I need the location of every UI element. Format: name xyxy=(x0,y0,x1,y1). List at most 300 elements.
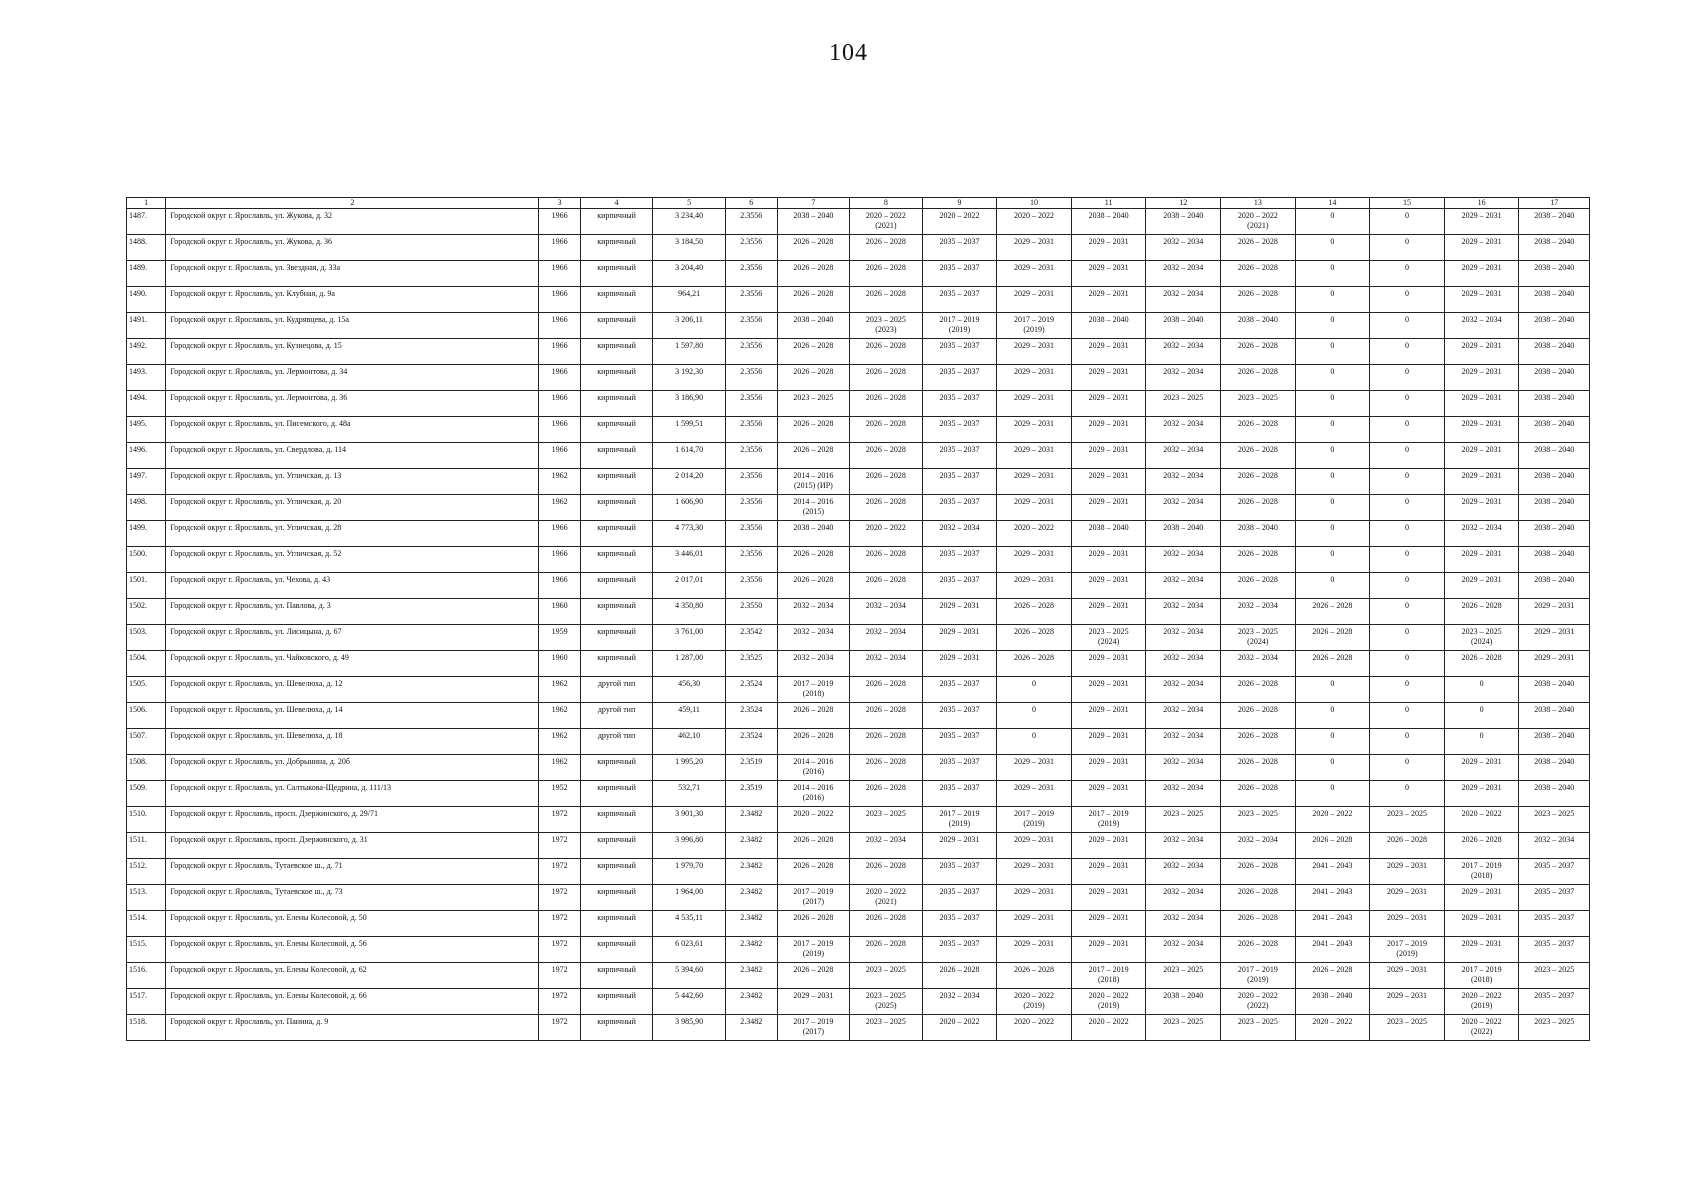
col-10-cell: 2029 – 2031 xyxy=(997,495,1072,521)
address-cell: Городской округ г. Ярославль, просп. Дзержинского, д. 31 xyxy=(166,833,539,859)
table-row xyxy=(127,911,1590,937)
col-15-cell: 2023 – 2025 xyxy=(1370,807,1445,833)
col-17-cell: 2038 – 2040 xyxy=(1519,703,1590,729)
cell-line: 2023 – 2025 xyxy=(1461,627,1502,636)
year-built-cell: 1962 xyxy=(539,703,580,729)
year-built-cell: 1966 xyxy=(539,391,580,417)
col-12-cell: 2032 – 2034 xyxy=(1146,885,1221,911)
wall-material-cell: другой тип xyxy=(580,677,653,703)
col-17-cell: 2038 – 2040 xyxy=(1519,781,1590,807)
wall-material-cell: кирпичный xyxy=(580,599,653,625)
col-16-cell xyxy=(1444,989,1519,1015)
wall-material-cell: кирпичный xyxy=(580,911,653,937)
col-13-cell: 2026 – 2028 xyxy=(1221,235,1296,261)
row-number-cell: 1509. xyxy=(127,781,166,807)
col-12-cell: 2032 – 2034 xyxy=(1146,417,1221,443)
col-17-cell: 2038 – 2040 xyxy=(1519,339,1590,365)
col-10-cell: 2029 – 2031 xyxy=(997,261,1072,287)
cell-line: 2017 – 2019 xyxy=(1461,861,1502,870)
area-cell: 6 023,61 xyxy=(653,937,726,963)
col-12-cell: 2038 – 2040 xyxy=(1146,209,1221,235)
col-9-cell: 2035 – 2037 xyxy=(922,859,997,885)
cell-line: 2014 – 2016 xyxy=(793,497,834,506)
col-12-cell: 2038 – 2040 xyxy=(1146,313,1221,339)
col-16-cell: 2029 – 2031 xyxy=(1444,209,1519,235)
row-number-cell: 1497. xyxy=(127,469,166,495)
page-number: 104 xyxy=(829,40,868,66)
row-number-cell: 1499. xyxy=(127,521,166,547)
col-13-cell: 2038 – 2040 xyxy=(1221,521,1296,547)
row-number-cell: 1488. xyxy=(127,235,166,261)
cell-line: (2015) xyxy=(802,507,825,516)
wall-material-cell: кирпичный xyxy=(580,807,653,833)
row-number-cell: 1489. xyxy=(127,261,166,287)
col-7-cell: 2038 – 2040 xyxy=(777,209,850,235)
row-number-cell: 1498. xyxy=(127,495,166,521)
rate-cell: 2.3556 xyxy=(725,235,777,261)
area-cell: 532,71 xyxy=(653,781,726,807)
cell-line: (2017) xyxy=(802,1027,825,1036)
table-row xyxy=(127,625,1590,651)
cell-line: 2017 – 2019 xyxy=(1237,965,1278,974)
col-12-cell: 2023 – 2025 xyxy=(1146,1015,1221,1041)
col-10-cell: 2029 – 2031 xyxy=(997,859,1072,885)
table-row xyxy=(127,339,1590,365)
col-9-cell: 2035 – 2037 xyxy=(922,391,997,417)
table-row xyxy=(127,885,1590,911)
col-7-cell: 2026 – 2028 xyxy=(777,443,850,469)
col-9-cell: 2035 – 2037 xyxy=(922,729,997,755)
col-12-cell: 2032 – 2034 xyxy=(1146,651,1221,677)
rate-cell: 2.3482 xyxy=(725,807,777,833)
col-14-cell: 0 xyxy=(1295,547,1370,573)
col-17-cell: 2029 – 2031 xyxy=(1519,625,1590,651)
col-14-cell: 2041 – 2043 xyxy=(1295,859,1370,885)
area-cell: 4 535,11 xyxy=(653,911,726,937)
col-11-cell: 2029 – 2031 xyxy=(1071,547,1146,573)
cell-line: (2019) xyxy=(1097,1001,1120,1010)
rate-cell: 2.3482 xyxy=(725,859,777,885)
table-row xyxy=(127,937,1590,963)
col-16-cell: 2029 – 2031 xyxy=(1444,261,1519,287)
col-9-cell: 2035 – 2037 xyxy=(922,937,997,963)
cell-line: (2019) xyxy=(948,819,971,828)
col-14-cell: 0 xyxy=(1295,729,1370,755)
address-cell: Городской округ г. Ярославль, ул. Звездная, д. 33а xyxy=(166,261,539,287)
col-9-cell: 2032 – 2034 xyxy=(922,521,997,547)
col-16-cell: 2029 – 2031 xyxy=(1444,391,1519,417)
col-7-cell: 2026 – 2028 xyxy=(777,859,850,885)
address-cell: Городской округ г. Ярославль, ул. Павлова, д. 3 xyxy=(166,599,539,625)
col-12-cell: 2032 – 2034 xyxy=(1146,339,1221,365)
row-number-cell: 1493. xyxy=(127,365,166,391)
rate-cell: 2.3556 xyxy=(725,391,777,417)
col-14-cell: 2041 – 2043 xyxy=(1295,911,1370,937)
rate-cell: 2.3556 xyxy=(725,313,777,339)
col-7-cell: 2032 – 2034 xyxy=(777,651,850,677)
table-row xyxy=(127,859,1590,885)
col-12-cell: 2032 – 2034 xyxy=(1146,469,1221,495)
cell-line: (2019) xyxy=(1097,819,1120,828)
col-10-cell: 2029 – 2031 xyxy=(997,573,1072,599)
table-row xyxy=(127,755,1590,781)
row-number-cell: 1513. xyxy=(127,885,166,911)
col-13-cell: 2032 – 2034 xyxy=(1221,833,1296,859)
col-14-cell: 0 xyxy=(1295,339,1370,365)
col-17-cell: 2023 – 2025 xyxy=(1519,807,1590,833)
cell-line: 2020 – 2022 xyxy=(1014,991,1055,1000)
col-17-cell: 2023 – 2025 xyxy=(1519,1015,1590,1041)
area-cell: 3 186,90 xyxy=(653,391,726,417)
address-cell: Городской округ г. Ярославль, ул. Клубная, д. 9а xyxy=(166,287,539,313)
year-built-cell: 1972 xyxy=(539,911,580,937)
table-row xyxy=(127,729,1590,755)
row-number-cell: 1505. xyxy=(127,677,166,703)
rate-cell: 2.3482 xyxy=(725,833,777,859)
col-11-cell: 2029 – 2031 xyxy=(1071,365,1146,391)
col-9-cell xyxy=(922,313,997,339)
wall-material-cell: кирпичный xyxy=(580,391,653,417)
col-10-cell: 2026 – 2028 xyxy=(997,963,1072,989)
address-cell: Городской округ г. Ярославль, ул. Салтыкова-Щедрина, д. 111/13 xyxy=(166,781,539,807)
col-11-cell: 2029 – 2031 xyxy=(1071,937,1146,963)
header-cell: 8 xyxy=(850,198,923,209)
year-built-cell: 1960 xyxy=(539,651,580,677)
col-14-cell: 2020 – 2022 xyxy=(1295,807,1370,833)
wall-material-cell: кирпичный xyxy=(580,495,653,521)
col-16-cell: 2029 – 2031 xyxy=(1444,781,1519,807)
col-7-cell: 2026 – 2028 xyxy=(777,417,850,443)
year-built-cell: 1972 xyxy=(539,807,580,833)
area-cell: 3 234,40 xyxy=(653,209,726,235)
header-cell: 2 xyxy=(166,198,539,209)
col-17-cell: 2038 – 2040 xyxy=(1519,443,1590,469)
col-17-cell: 2038 – 2040 xyxy=(1519,261,1590,287)
wall-material-cell: кирпичный xyxy=(580,235,653,261)
col-15-cell: 2026 – 2028 xyxy=(1370,833,1445,859)
col-16-cell: 2029 – 2031 xyxy=(1444,417,1519,443)
col-15-cell: 0 xyxy=(1370,287,1445,313)
year-built-cell: 1972 xyxy=(539,833,580,859)
col-8-cell: 2026 – 2028 xyxy=(850,755,923,781)
row-number-cell: 1496. xyxy=(127,443,166,469)
cell-line: (2018) xyxy=(1470,975,1493,984)
col-13-cell: 2026 – 2028 xyxy=(1221,339,1296,365)
area-cell: 1 995,20 xyxy=(653,755,726,781)
col-13-cell: 2038 – 2040 xyxy=(1221,313,1296,339)
wall-material-cell: кирпичный xyxy=(580,261,653,287)
col-8-cell: 2026 – 2028 xyxy=(850,339,923,365)
col-10-cell: 2029 – 2031 xyxy=(997,755,1072,781)
col-10-cell: 2029 – 2031 xyxy=(997,547,1072,573)
col-13-cell: 2026 – 2028 xyxy=(1221,547,1296,573)
header-cell: 3 xyxy=(539,198,580,209)
col-11-cell: 2029 – 2031 xyxy=(1071,911,1146,937)
header-cell: 14 xyxy=(1295,198,1370,209)
col-17-cell: 2029 – 2031 xyxy=(1519,599,1590,625)
col-11-cell: 2038 – 2040 xyxy=(1071,313,1146,339)
row-number-cell: 1503. xyxy=(127,625,166,651)
col-8-cell: 2026 – 2028 xyxy=(850,287,923,313)
area-cell: 1 979,70 xyxy=(653,859,726,885)
cell-line: (2019) xyxy=(1023,819,1045,828)
wall-material-cell: кирпичный xyxy=(580,989,653,1015)
col-7-cell xyxy=(777,755,850,781)
cell-line: (2015) (ИР) xyxy=(793,481,833,490)
col-16-cell xyxy=(1444,625,1519,651)
col-13-cell: 2026 – 2028 xyxy=(1221,729,1296,755)
col-14-cell: 0 xyxy=(1295,677,1370,703)
col-11-cell: 2029 – 2031 xyxy=(1071,339,1146,365)
address-cell: Городской округ г. Ярославль, ул. Чайковского, д. 49 xyxy=(166,651,539,677)
year-built-cell: 1966 xyxy=(539,261,580,287)
col-12-cell: 2023 – 2025 xyxy=(1146,391,1221,417)
area-cell: 1 597,80 xyxy=(653,339,726,365)
col-7-cell: 2026 – 2028 xyxy=(777,547,850,573)
header-cell: 15 xyxy=(1370,198,1445,209)
col-9-cell: 2026 – 2028 xyxy=(922,963,997,989)
table-row xyxy=(127,547,1590,573)
col-17-cell: 2038 – 2040 xyxy=(1519,469,1590,495)
cell-line: (2021) xyxy=(875,221,897,230)
year-built-cell: 1962 xyxy=(539,495,580,521)
col-7-cell: 2026 – 2028 xyxy=(777,911,850,937)
wall-material-cell: кирпичный xyxy=(580,313,653,339)
year-built-cell: 1966 xyxy=(539,547,580,573)
col-11-cell: 2029 – 2031 xyxy=(1071,235,1146,261)
col-12-cell: 2032 – 2034 xyxy=(1146,781,1221,807)
col-10-cell xyxy=(997,313,1072,339)
col-15-cell: 0 xyxy=(1370,781,1445,807)
cell-line: 2017 – 2019 xyxy=(793,1017,834,1026)
cell-line: (2023) xyxy=(875,325,897,334)
cell-line: 2017 – 2019 xyxy=(1088,809,1129,818)
col-11-cell: 2029 – 2031 xyxy=(1071,573,1146,599)
row-number-cell: 1490. xyxy=(127,287,166,313)
col-7-cell xyxy=(777,781,850,807)
col-11-cell: 2029 – 2031 xyxy=(1071,599,1146,625)
col-8-cell: 2026 – 2028 xyxy=(850,391,923,417)
col-10-cell: 2029 – 2031 xyxy=(997,781,1072,807)
col-10-cell: 2029 – 2031 xyxy=(997,443,1072,469)
row-number-cell: 1507. xyxy=(127,729,166,755)
col-10-cell: 2020 – 2022 xyxy=(997,521,1072,547)
row-number-cell: 1492. xyxy=(127,339,166,365)
col-7-cell xyxy=(777,677,850,703)
col-15-cell: 0 xyxy=(1370,573,1445,599)
table-row xyxy=(127,781,1590,807)
col-11-cell: 2029 – 2031 xyxy=(1071,781,1146,807)
col-11-cell: 2038 – 2040 xyxy=(1071,521,1146,547)
rate-cell: 2.3482 xyxy=(725,963,777,989)
area-cell: 462,10 xyxy=(653,729,726,755)
col-9-cell: 2035 – 2037 xyxy=(922,573,997,599)
year-built-cell: 1966 xyxy=(539,287,580,313)
header-cell: 13 xyxy=(1221,198,1296,209)
rate-cell: 2.3519 xyxy=(725,755,777,781)
year-built-cell: 1966 xyxy=(539,209,580,235)
rate-cell: 2.3556 xyxy=(725,287,777,313)
col-12-cell: 2032 – 2034 xyxy=(1146,729,1221,755)
cell-line: (2017) xyxy=(802,897,825,906)
col-8-cell: 2026 – 2028 xyxy=(850,443,923,469)
wall-material-cell: кирпичный xyxy=(580,781,653,807)
row-number-cell: 1501. xyxy=(127,573,166,599)
cell-line: 2020 – 2022 xyxy=(1461,991,1502,1000)
col-16-cell xyxy=(1444,1015,1519,1041)
col-8-cell xyxy=(850,313,923,339)
rate-cell: 2.3556 xyxy=(725,209,777,235)
address-cell: Городской округ г. Ярославль, ул. Елены Колесовой, д. 62 xyxy=(166,963,539,989)
col-8-cell xyxy=(850,989,923,1015)
col-11-cell xyxy=(1071,989,1146,1015)
col-12-cell: 2032 – 2034 xyxy=(1146,833,1221,859)
col-14-cell: 0 xyxy=(1295,573,1370,599)
row-number-cell: 1508. xyxy=(127,755,166,781)
col-13-cell: 2026 – 2028 xyxy=(1221,937,1296,963)
cell-line: 2023 – 2025 xyxy=(1088,627,1129,636)
col-10-cell: 0 xyxy=(997,703,1072,729)
col-16-cell: 2029 – 2031 xyxy=(1444,937,1519,963)
cell-line: 2014 – 2016 xyxy=(793,757,834,766)
area-cell: 964,21 xyxy=(653,287,726,313)
col-10-cell: 2029 – 2031 xyxy=(997,287,1072,313)
col-8-cell: 2032 – 2034 xyxy=(850,599,923,625)
cell-line: 2017 – 2019 xyxy=(1387,939,1428,948)
col-11-cell: 2029 – 2031 xyxy=(1071,495,1146,521)
rate-cell: 2.3482 xyxy=(725,885,777,911)
col-13-cell: 2023 – 2025 xyxy=(1221,807,1296,833)
address-cell: Городской округ г. Ярославль, Тутаевское ш., д. 71 xyxy=(166,859,539,885)
col-15-cell: 0 xyxy=(1370,391,1445,417)
col-13-cell xyxy=(1221,625,1296,651)
col-17-cell: 2038 – 2040 xyxy=(1519,417,1590,443)
cell-line: (2016) xyxy=(802,767,825,776)
col-12-cell: 2032 – 2034 xyxy=(1146,261,1221,287)
col-10-cell: 0 xyxy=(997,677,1072,703)
header-cell: 9 xyxy=(922,198,997,209)
address-cell: Городской округ г. Ярославль, ул. Кузнецова, д. 15 xyxy=(166,339,539,365)
table-row xyxy=(127,261,1590,287)
col-12-cell: 2032 – 2034 xyxy=(1146,365,1221,391)
year-built-cell: 1952 xyxy=(539,781,580,807)
cell-line: (2018) xyxy=(802,689,825,698)
col-8-cell: 2026 – 2028 xyxy=(850,235,923,261)
col-9-cell: 2035 – 2037 xyxy=(922,677,997,703)
col-12-cell: 2032 – 2034 xyxy=(1146,573,1221,599)
col-12-cell: 2032 – 2034 xyxy=(1146,755,1221,781)
wall-material-cell: кирпичный xyxy=(580,963,653,989)
wall-material-cell: кирпичный xyxy=(580,573,653,599)
col-13-cell: 2026 – 2028 xyxy=(1221,417,1296,443)
col-14-cell: 2038 – 2040 xyxy=(1295,989,1370,1015)
col-17-cell: 2038 – 2040 xyxy=(1519,235,1590,261)
year-built-cell: 1962 xyxy=(539,729,580,755)
col-13-cell: 2032 – 2034 xyxy=(1221,599,1296,625)
area-cell: 1 614,70 xyxy=(653,443,726,469)
wall-material-cell: кирпичный xyxy=(580,625,653,651)
col-16-cell: 2029 – 2031 xyxy=(1444,911,1519,937)
col-7-cell: 2026 – 2028 xyxy=(777,963,850,989)
cell-line: 2017 – 2019 xyxy=(939,809,980,818)
year-built-cell: 1966 xyxy=(539,443,580,469)
area-cell: 2 014,20 xyxy=(653,469,726,495)
col-8-cell: 2032 – 2034 xyxy=(850,833,923,859)
col-16-cell: 2029 – 2031 xyxy=(1444,469,1519,495)
cell-line: 2014 – 2016 xyxy=(793,783,834,792)
header-cell: 7 xyxy=(777,198,850,209)
col-16-cell: 2032 – 2034 xyxy=(1444,521,1519,547)
col-13-cell xyxy=(1221,989,1296,1015)
col-8-cell: 2026 – 2028 xyxy=(850,677,923,703)
col-9-cell: 2035 – 2037 xyxy=(922,365,997,391)
col-14-cell: 0 xyxy=(1295,391,1370,417)
col-9-cell: 2035 – 2037 xyxy=(922,495,997,521)
col-7-cell xyxy=(777,495,850,521)
col-7-cell: 2026 – 2028 xyxy=(777,287,850,313)
cell-line: (2019) xyxy=(1470,1001,1493,1010)
col-12-cell: 2032 – 2034 xyxy=(1146,495,1221,521)
col-11-cell: 2029 – 2031 xyxy=(1071,417,1146,443)
header-cell: 17 xyxy=(1519,198,1590,209)
col-12-cell: 2023 – 2025 xyxy=(1146,807,1221,833)
year-built-cell: 1972 xyxy=(539,989,580,1015)
cell-line: 2017 – 2019 xyxy=(939,315,980,324)
rate-cell: 2.3556 xyxy=(725,521,777,547)
cell-line: (2018) xyxy=(1470,871,1493,880)
cell-line: (2016) xyxy=(802,793,825,802)
col-12-cell: 2032 – 2034 xyxy=(1146,287,1221,313)
year-built-cell: 1972 xyxy=(539,1015,580,1041)
col-17-cell: 2023 – 2025 xyxy=(1519,963,1590,989)
col-9-cell: 2020 – 2022 xyxy=(922,1015,997,1041)
col-15-cell: 0 xyxy=(1370,521,1445,547)
col-15-cell: 2029 – 2031 xyxy=(1370,859,1445,885)
wall-material-cell: кирпичный xyxy=(580,1015,653,1041)
table-row xyxy=(127,313,1590,339)
header-cell: 6 xyxy=(725,198,777,209)
cell-line: 2020 – 2022 xyxy=(1461,1017,1502,1026)
col-16-cell: 2029 – 2031 xyxy=(1444,547,1519,573)
col-13-cell: 2026 – 2028 xyxy=(1221,365,1296,391)
cell-line: 2017 – 2019 xyxy=(1461,965,1502,974)
col-13-cell xyxy=(1221,963,1296,989)
address-cell: Городской округ г. Ярославль, ул. Панина, д. 9 xyxy=(166,1015,539,1041)
col-15-cell: 0 xyxy=(1370,469,1445,495)
col-11-cell: 2029 – 2031 xyxy=(1071,755,1146,781)
table-row xyxy=(127,417,1590,443)
year-built-cell: 1959 xyxy=(539,625,580,651)
address-cell: Городской округ г. Ярославль, Тутаевское ш., д. 73 xyxy=(166,885,539,911)
cell-line: (2024) xyxy=(1247,637,1269,646)
table-row xyxy=(127,209,1590,235)
cell-line: 2023 – 2025 xyxy=(865,991,906,1000)
col-8-cell: 2026 – 2028 xyxy=(850,261,923,287)
col-15-cell: 2029 – 2031 xyxy=(1370,989,1445,1015)
col-14-cell: 0 xyxy=(1295,495,1370,521)
col-15-cell: 0 xyxy=(1370,651,1445,677)
col-9-cell: 2035 – 2037 xyxy=(922,781,997,807)
col-11-cell: 2029 – 2031 xyxy=(1071,677,1146,703)
col-12-cell: 2023 – 2025 xyxy=(1146,963,1221,989)
address-cell: Городской округ г. Ярославль, ул. Шевелюха, д. 18 xyxy=(166,729,539,755)
row-number-cell: 1510. xyxy=(127,807,166,833)
col-14-cell: 0 xyxy=(1295,781,1370,807)
row-number-cell: 1500. xyxy=(127,547,166,573)
col-10-cell: 2029 – 2031 xyxy=(997,885,1072,911)
col-8-cell: 2026 – 2028 xyxy=(850,703,923,729)
col-8-cell: 2026 – 2028 xyxy=(850,911,923,937)
